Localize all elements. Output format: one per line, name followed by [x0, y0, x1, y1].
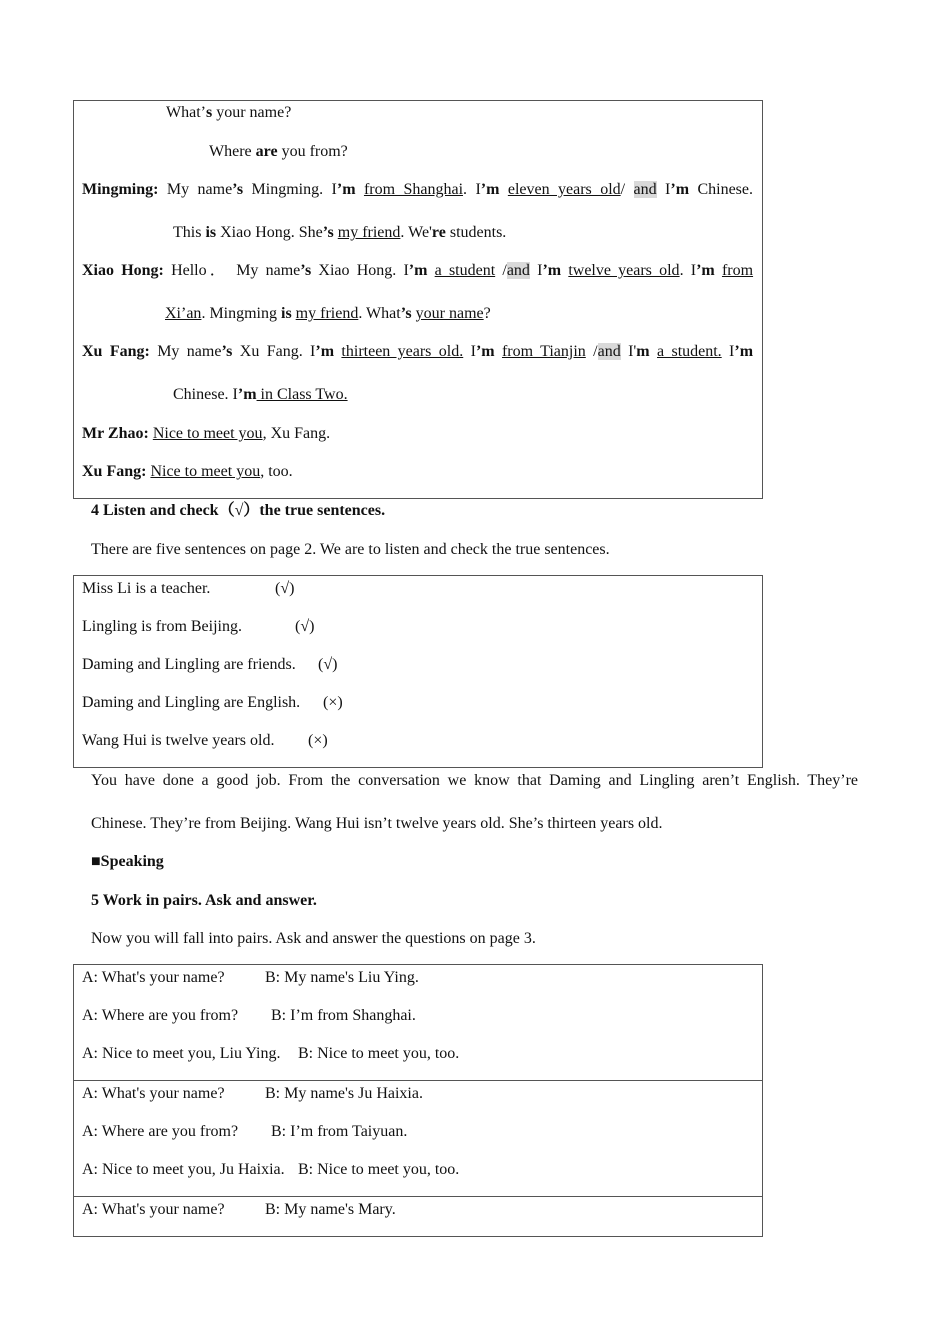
text-segment: , too.	[260, 463, 293, 480]
dialogue-line	[173, 386, 348, 404]
highlighted-word: and	[597, 343, 621, 360]
text-segment: are	[255, 143, 278, 160]
speaker-b: B: My name's Liu Ying.	[265, 969, 419, 986]
text-segment	[715, 262, 722, 279]
underlined-answer: from	[721, 262, 754, 279]
text-segment: What’	[166, 104, 206, 121]
dialogue-line	[82, 262, 753, 280]
text-segment: ’s	[300, 262, 312, 279]
table-divider	[73, 1080, 762, 1081]
text-segment	[427, 262, 434, 279]
text-segment: I	[463, 343, 476, 360]
underlined-answer: in Class Two.	[256, 386, 348, 403]
text-segment	[650, 343, 657, 360]
dialogue-line	[173, 224, 506, 242]
dialogue-line	[209, 143, 348, 161]
summary-line: You have done a good job. From the conversation we know that Daming and Lingling aren’t English. They’re	[91, 772, 858, 789]
listen-heading: 4 Listen and check（√）the true sentences.	[91, 502, 386, 519]
underlined-answer: Nice to meet you	[150, 463, 261, 480]
highlighted-word: and	[506, 262, 530, 279]
text-segment: ’m	[315, 343, 335, 360]
dialogue-line	[82, 343, 753, 361]
check-mark: (√)	[295, 618, 315, 635]
text-segment	[495, 343, 502, 360]
underlined-answer: twelve years old	[568, 262, 680, 279]
check-mark: (×)	[308, 732, 328, 749]
check-item: Daming and Lingling are friends.	[82, 656, 296, 673]
text-segment: Hello． My name	[163, 262, 301, 279]
underlined-answer: from Shanghai	[363, 181, 464, 198]
speaker-b: B: Nice to meet you, too.	[298, 1045, 460, 1062]
speaker-b: B: My name's Ju Haixia.	[265, 1085, 423, 1102]
text-segment	[356, 181, 364, 198]
text-segment: you from?	[277, 143, 348, 160]
text-segment: is	[281, 305, 292, 322]
text-segment: re	[431, 224, 446, 241]
check-item: Daming and Lingling are English.	[82, 694, 301, 711]
dialogue-line	[82, 425, 330, 443]
underlined-answer: a student.	[657, 343, 722, 360]
underlined-answer: your name	[415, 305, 484, 322]
summary-line: Chinese. They’re from Beijing. Wang Hui isn’t twelve years old. She’s thirteen years old.	[91, 815, 663, 832]
text-segment: is	[205, 224, 217, 241]
text-segment: I	[529, 262, 543, 279]
text-segment: , Xu Fang.	[262, 425, 331, 442]
text-segment: Mingming:	[82, 181, 159, 198]
text-segment: ’s	[400, 305, 412, 322]
text-segment: This	[173, 224, 206, 241]
text-segment: ’m	[542, 262, 562, 279]
speaker-a: A: Where are you from?	[82, 1123, 239, 1140]
text-segment: Xiao Hong:	[82, 262, 164, 279]
check-item: Miss Li is a teacher.	[82, 580, 211, 597]
check-item: Lingling is from Beijing.	[82, 618, 242, 635]
text-segment: ?	[483, 305, 491, 322]
speaker-b: B: I’m from Taiyuan.	[271, 1123, 408, 1140]
text-segment: ’m	[237, 386, 257, 403]
text-segment: m	[636, 343, 650, 360]
text-segment: your name?	[212, 104, 292, 121]
underlined-answer: my friend	[295, 305, 359, 322]
dialogue-line	[166, 104, 291, 122]
text-segment: . We'	[400, 224, 432, 241]
text-segment: ’s	[322, 224, 334, 241]
speaker-b: B: I’m from Shanghai.	[271, 1007, 416, 1024]
text-segment: Xu Fang:	[82, 343, 150, 360]
check-item: Wang Hui is twelve years old.	[82, 732, 275, 749]
speaker-b: B: Nice to meet you, too.	[298, 1161, 460, 1178]
listen-intro: There are five sentences on page 2. We are to listen and check the true sentences.	[91, 541, 610, 558]
speaker-a: A: What's your name?	[82, 1201, 225, 1218]
table-divider	[73, 1196, 762, 1197]
speaker-b: B: My name's Mary.	[265, 1201, 396, 1218]
text-segment: /	[585, 343, 598, 360]
text-segment: My name	[158, 181, 233, 198]
speaker-a: A: Nice to meet you, Liu Ying.	[82, 1045, 281, 1062]
text-segment: Mr Zhao:	[82, 425, 149, 442]
text-segment: Mingming. I	[243, 181, 337, 198]
text-segment	[499, 181, 507, 198]
text-segment: . What	[358, 305, 401, 322]
text-segment: Where	[209, 143, 256, 160]
underlined-answer: my friend	[337, 224, 401, 241]
text-segment: . I	[679, 262, 697, 279]
text-segment: ’m	[670, 181, 690, 198]
text-segment: Xu Fang. I	[232, 343, 316, 360]
speaker-a: A: What's your name?	[82, 1085, 225, 1102]
text-segment: ’m	[475, 343, 495, 360]
check-mark: (×)	[323, 694, 343, 711]
text-segment: ’s	[221, 343, 233, 360]
speaking-heading: 5 Work in pairs. Ask and answer.	[91, 892, 317, 909]
speaker-a: A: Nice to meet you, Ju Haixia.	[82, 1161, 285, 1178]
text-segment: students.	[445, 224, 507, 241]
text-segment: Chinese. I	[173, 386, 238, 403]
dialogue-line	[82, 181, 753, 199]
speaker-a: A: What's your name?	[82, 969, 225, 986]
underlined-answer: Xi’an	[165, 305, 202, 322]
text-segment: Chinese.	[689, 181, 754, 198]
text-segment: ’m	[336, 181, 356, 198]
text-segment: . I	[463, 181, 481, 198]
check-mark: (√)	[318, 656, 338, 673]
underlined-answer: eleven years old	[507, 181, 621, 198]
text-segment: /	[620, 181, 634, 198]
underlined-answer: thirteen years old.	[341, 343, 464, 360]
text-segment: Xiao Hong. I	[311, 262, 409, 279]
text-segment: I	[656, 181, 671, 198]
text-segment: ’m	[696, 262, 715, 279]
dialogue-line	[82, 463, 293, 481]
text-segment: . Mingming	[201, 305, 281, 322]
text-segment: I'	[620, 343, 637, 360]
dialogue-line	[165, 305, 491, 323]
text-segment: My name	[149, 343, 222, 360]
text-segment: s	[205, 104, 213, 121]
text-segment: Xiao Hong. She	[216, 224, 323, 241]
speaking-intro: Now you will fall into pairs. Ask and answer the questions on page 3.	[91, 930, 536, 947]
text-segment: ’s	[232, 181, 244, 198]
check-mark: (√)	[275, 580, 295, 597]
text-segment: /	[495, 262, 507, 279]
underlined-answer: a student	[434, 262, 496, 279]
underlined-answer: Nice to meet you	[152, 425, 263, 442]
text-segment: ’m	[734, 343, 754, 360]
highlighted-word: and	[633, 181, 657, 198]
speaker-a: A: Where are you from?	[82, 1007, 239, 1024]
text-segment: ’m	[480, 181, 500, 198]
text-segment: I	[721, 343, 735, 360]
text-segment: ’m	[408, 262, 428, 279]
text-segment: Xu Fang:	[82, 463, 147, 480]
underlined-answer: from Tianjin	[501, 343, 586, 360]
speaking-section-title: ■Speaking	[91, 853, 164, 870]
